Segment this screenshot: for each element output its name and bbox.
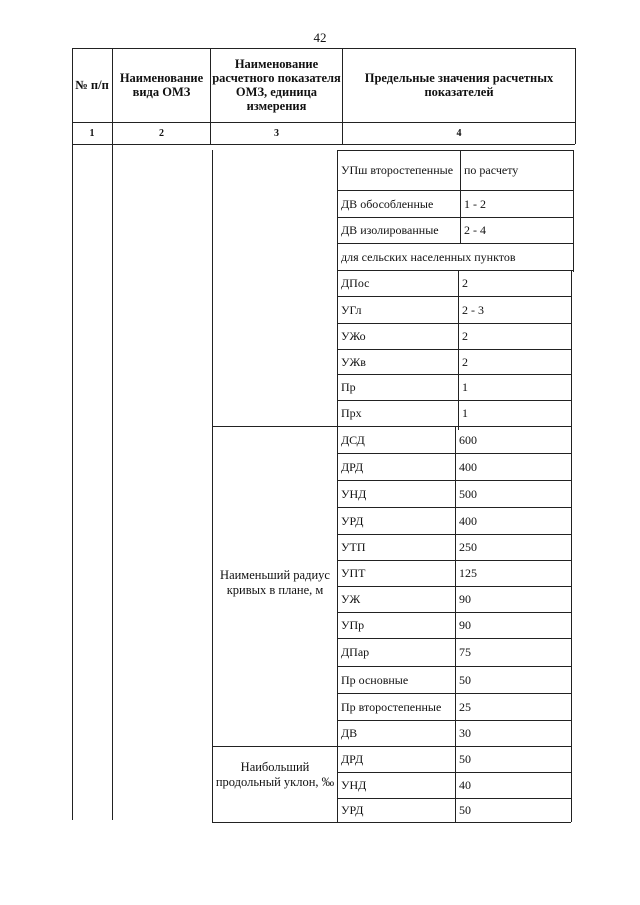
header-col-indicator: Наименование расчетного показателя ОМЗ, единица измерения xyxy=(212,57,341,113)
value-col-left-c xyxy=(455,426,456,822)
header-num-3: 3 xyxy=(274,128,279,139)
row-value: 1 - 2 xyxy=(464,196,486,211)
row-label: УТП xyxy=(341,540,366,554)
row-label: Пр второстепенные xyxy=(341,699,442,714)
subtable-bottom-border xyxy=(212,822,571,823)
row-value: 50 xyxy=(459,803,471,817)
value-col-left-b xyxy=(458,270,459,430)
row-label: УЖ xyxy=(341,592,361,606)
row-value: 90 xyxy=(459,592,471,606)
row-label: УГл xyxy=(341,302,362,317)
row-value: 40 xyxy=(459,778,471,792)
row-label: ДСД xyxy=(341,432,365,447)
row-label: для сельских населенных пунктов xyxy=(341,249,516,264)
row-label: ДПос xyxy=(341,276,370,290)
row-value: по расчету xyxy=(464,163,519,177)
page-number: 42 xyxy=(313,30,327,45)
header-num-2: 2 xyxy=(159,128,164,139)
row-value: 25 xyxy=(459,699,471,714)
row-label: ДПар xyxy=(341,645,370,659)
row-value: 1 xyxy=(462,380,468,394)
row-value: 125 xyxy=(459,566,477,580)
header-col-number: № п/п xyxy=(75,78,109,92)
header-num-1: 1 xyxy=(89,128,95,139)
row-value: 500 xyxy=(459,486,477,501)
value-col-right-2 xyxy=(571,270,572,822)
row-value: 250 xyxy=(459,540,477,554)
row-label: УЖо xyxy=(341,329,366,343)
col-line-2 xyxy=(112,48,113,820)
row-value: 2 xyxy=(462,329,468,343)
row-label: УНД xyxy=(341,486,367,501)
row-label: ДВ обособленные xyxy=(341,196,434,211)
header-col-limits: Предельные значения расчетных показателей xyxy=(364,71,554,99)
row-label: ДРД xyxy=(341,459,364,474)
row-value: 50 xyxy=(459,752,471,766)
row-value: 2 xyxy=(462,354,468,369)
row-label: Прх xyxy=(341,406,362,420)
row-label: ДРД xyxy=(341,752,364,766)
row-value: 90 xyxy=(459,618,471,632)
col-line-left xyxy=(72,48,73,820)
row-value: 600 xyxy=(459,432,477,447)
row-label: Пр основные xyxy=(341,672,409,687)
row-label: УПш второстепенные xyxy=(341,163,454,177)
header-col-omz-type: Наименование вида ОМЗ xyxy=(119,71,204,99)
col-line-3 xyxy=(210,48,211,144)
label-col-left xyxy=(337,150,338,822)
row-value: 1 xyxy=(462,406,468,420)
col-line-4 xyxy=(342,48,343,144)
row-label: ДВ xyxy=(341,726,358,740)
row-label: УЖв xyxy=(341,354,366,369)
row-value: 75 xyxy=(459,645,471,659)
subtable-top-border xyxy=(337,150,573,151)
table-top-border xyxy=(72,48,575,49)
row-label: УНД xyxy=(341,778,367,792)
row-label: УПТ xyxy=(341,566,366,580)
row-label: Пр xyxy=(341,380,356,394)
value-col-left-a xyxy=(460,150,461,244)
group-radius-label: Наименьший радиус кривых в плане, м xyxy=(220,568,330,597)
number-row-bottom-border xyxy=(72,144,575,145)
indicator-col-left xyxy=(212,150,213,822)
group-slope-label: Наибольший продольный уклон, ‰ xyxy=(215,760,335,789)
row-label: УПр xyxy=(341,618,365,632)
row-label: УРД xyxy=(341,513,364,528)
header-bottom-border xyxy=(72,122,575,123)
row-label: ДВ изолированные xyxy=(341,223,439,237)
group-slope-top-border xyxy=(212,746,337,747)
row-value: 2 - 4 xyxy=(464,223,486,237)
row-value: 30 xyxy=(459,726,471,740)
row-value: 400 xyxy=(459,459,477,474)
row-value: 2 xyxy=(462,276,468,290)
row-label: УРД xyxy=(341,803,364,817)
row-value: 50 xyxy=(459,672,471,687)
row-value: 400 xyxy=(459,513,477,528)
col-line-right xyxy=(575,48,576,144)
group-radius-top-border xyxy=(212,426,337,427)
row-value: 2 - 3 xyxy=(462,302,484,317)
value-col-right xyxy=(573,150,574,272)
header-num-4: 4 xyxy=(456,128,462,139)
